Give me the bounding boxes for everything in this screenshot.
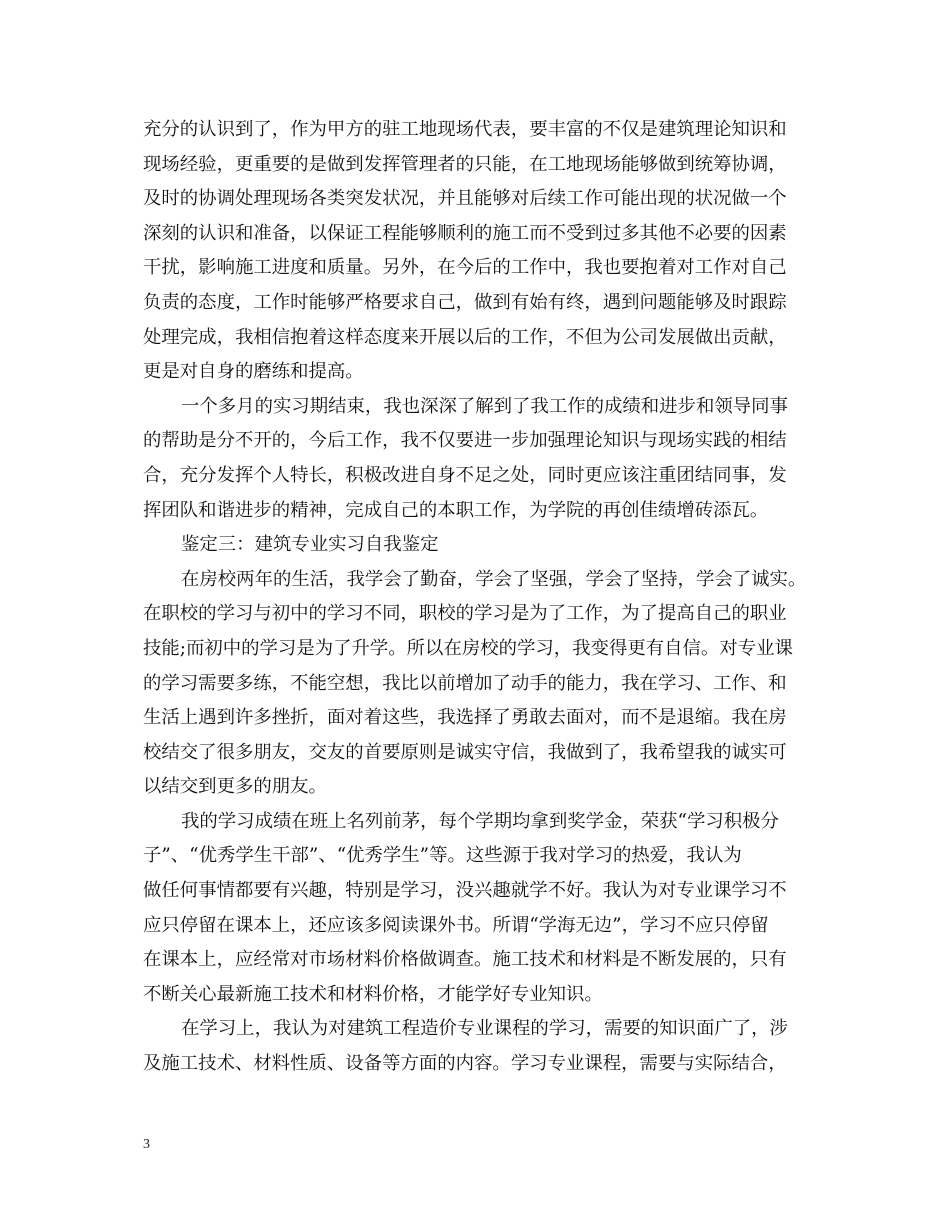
text-line: 挥团队和谐进步的精神，完成自己的本职工作，为学院的再创佳绩增砖添瓦。 <box>143 499 769 521</box>
text-line: 的学习需要多练，不能空想，我比以前增加了动手的能力，我在学习、工作、和 <box>143 672 787 694</box>
text-line: 鉴定三：建筑专业实习自我鉴定 <box>181 534 439 556</box>
text-line: 技能;而初中的学习是为了升学。所以在房校的学习，我变得更有自信。对专业课 <box>143 637 793 659</box>
text-line: 更是对自身的磨练和提高。 <box>143 361 364 383</box>
text-line: 一个多月的实习期结束，我也深深了解到了我工作的成绩和进步和领导同事 <box>181 395 788 417</box>
text-line: 负责的态度，工作时能够严格要求自己，做到有始有终，遇到问题能够及时跟踪 <box>143 291 787 313</box>
text-line: 在房校两年的生活，我学会了勤奋，学会了坚强，学会了坚持，学会了诚实。 <box>181 568 807 590</box>
text-line: 现场经验，更重要的是做到发挥管理者的只能，在工地现场能够做到统筹协调， <box>143 153 787 175</box>
text-line: 以结交到更多的朋友。 <box>143 776 327 798</box>
text-line: 在职校的学习与初中的学习不同，职校的学习是为了工作，为了提高自己的职业 <box>143 603 787 625</box>
text-line: 不断关心最新施工技术和材料价格，才能学好专业知识。 <box>143 983 603 1005</box>
text-line: 校结交了很多朋友，交友的首要原则是诚实守信，我做到了，我希望我的诚实可 <box>143 741 787 763</box>
text-line: 在课本上，应经常对市场材料价格做调查。施工技术和材料是不断发展的，只有 <box>143 949 787 971</box>
text-line: 我的学习成绩在班上名列前茅，每个学期均拿到奖学金，荣获“学习积极分 <box>181 810 779 832</box>
text-line: 应只停留在课本上，还应该多阅读课外书。所谓“学海无边”，学习不应只停留 <box>143 914 769 936</box>
text-line: 子”、“优秀学生干部”、“优秀学生”等。这些源于我对学习的热爱，我认为 <box>143 845 742 867</box>
text-line: 及时的协调处理现场各类突发状况，并且能够对后续工作可能出现的状况做一个 <box>143 188 787 210</box>
text-line: 生活上遇到许多挫折，面对着这些，我选择了勇敢去面对，而不是退缩。我在房 <box>143 707 787 729</box>
text-line: 干扰，影响施工进度和质量。另外，在今后的工作中，我也要抱着对工作对自己 <box>143 257 787 279</box>
text-line: 做任何事情都要有兴趣，特别是学习，没兴趣就学不好。我认为对专业课学习不 <box>143 880 787 902</box>
text-line: 及施工技术、材料性质、设备等方面的内容。学习专业课程，需要与实际结合， <box>143 1053 787 1075</box>
text-line: 深刻的认识和准备，以保证工程能够顺利的施工而不受到过多其他不必要的因素 <box>143 222 787 244</box>
text-line: 在学习上，我认为对建筑工程造价专业课程的学习，需要的知识面广了，涉 <box>181 1018 788 1040</box>
page-number: 3 <box>143 1137 150 1152</box>
text-line: 的帮助是分不开的，今后工作，我不仅要进一步加强理论知识与现场实践的相结 <box>143 430 787 452</box>
text-line: 充分的认识到了，作为甲方的驻工地现场代表，要丰富的不仅是建筑理论知识和 <box>143 119 787 140</box>
text-line: 处理完成，我相信抱着这样态度来开展以后的工作，不但为公司发展做出贡献， <box>143 326 787 348</box>
body-text <box>143 113 813 1082</box>
text-line: 合，充分发挥个人特长，积极改进自身不足之处，同时更应该注重团结同事，发 <box>143 464 787 486</box>
